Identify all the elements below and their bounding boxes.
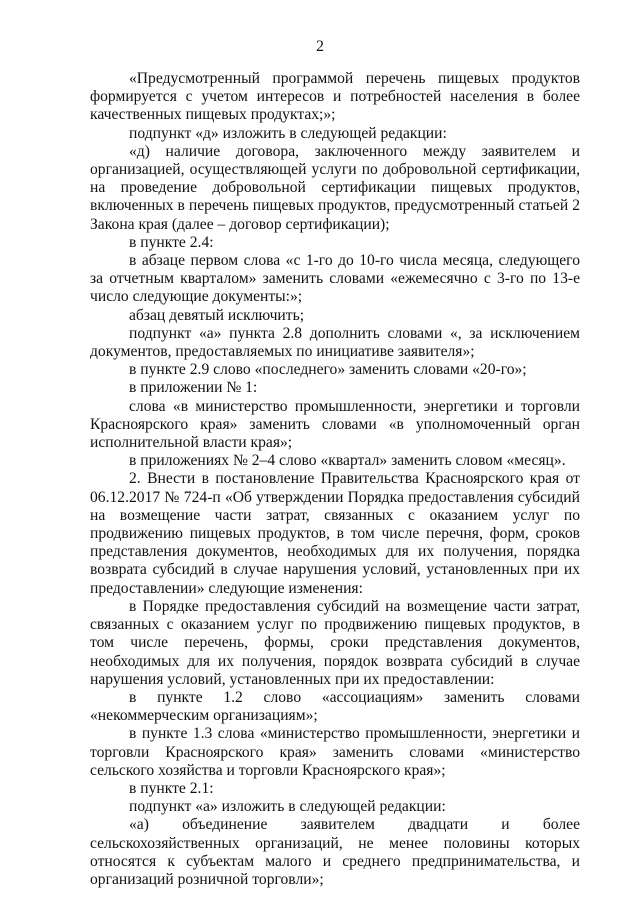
paragraph: в приложении № 1: xyxy=(129,379,258,397)
paragraph: «а) объединение заявителем двадцати и более сельскохозяйственных организаций, не менее половины которых относятся к субъектам малого и среднего предпринимательства, и организаций розничной торговли»; xyxy=(90,816,580,888)
paragraph: в пункте 2.4: xyxy=(129,233,214,251)
paragraph: «Предусмотренный программой перечень пищевых продуктов формируется с учетом интересов и потребностей населения в более качественных пищевых продуктах;»; xyxy=(90,70,580,124)
paragraph: в приложениях № 2–4 слово «квартал» заменить словом «месяц». xyxy=(129,452,566,470)
paragraph: в пункте 1.2 слово «ассоциациям» заменить словами «некоммерческим организациям»; xyxy=(90,688,580,725)
document-body xyxy=(90,70,580,889)
paragraph: слова «в министерство промышленности, энергетики и торговли Красноярского края» заменить словами «в уполномоченный орган исполнительной власти края»; xyxy=(90,397,580,452)
paragraph: 2. Внести в постановление Правительства Красноярского края от 06.12.2017 № 724-п «Об утверждении Порядка предоставления субсидий на возмещение части затрат, связанных с оказанием услуг по продвижению пищевых продуктов, в том числе перечня, форм, сроков представления документов, необходимых для их получения, порядка возврата субсидий в случае нарушения условий, установленных при их предоставлении» следующие изменения: xyxy=(90,470,580,597)
paragraph: в пункте 2.9 слово «последнего» заменить словами «20-го»; xyxy=(129,361,527,379)
paragraph: в абзаце первом слова «с 1-го до 10-го числа месяца, следующего за отчетным кварталом» заменить словами «ежемесячно с 3-го по 13-е число следующие документы:»; xyxy=(90,252,580,306)
paragraph: абзац девятый исключить; xyxy=(129,306,305,324)
paragraph: подпункт «а» изложить в следующей редакции: xyxy=(129,798,446,816)
paragraph: в пункте 1.3 слова «министерство промышленности, энергетики и торговли Красноярского края» заменить словами «министерство сельского хозяйства и торговли Красноярского края»; xyxy=(90,725,580,779)
paragraph: подпункт «д» изложить в следующей редакции: xyxy=(129,124,447,142)
paragraph: «д) наличие договора, заключенного между заявителем и организацией, осуществляющей услуги по добровольной сертификации, на проведение добровольной сертификации пищевых продуктов, включенных в перечень пищевых продуктов, предусмотренный статьей 2 Закона края (далее – договор сертификации); xyxy=(90,142,580,233)
page-number: 2 xyxy=(316,38,324,55)
paragraph: в пункте 2.1: xyxy=(129,779,214,797)
paragraph: подпункт «а» пункта 2.8 дополнить словами «, за исключением документов, предоставляемых по инициативе заявителя»; xyxy=(90,324,580,361)
paragraph: в Порядке предоставления субсидий на возмещение части затрат, связанных с оказанием услуг по продвижению пищевых продуктов, в том числе перечень, формы, сроки представления документов, необходимых для их получения, порядок возврата субсидий в случае нарушения условий, установленных при их предоставлении: xyxy=(90,597,580,688)
